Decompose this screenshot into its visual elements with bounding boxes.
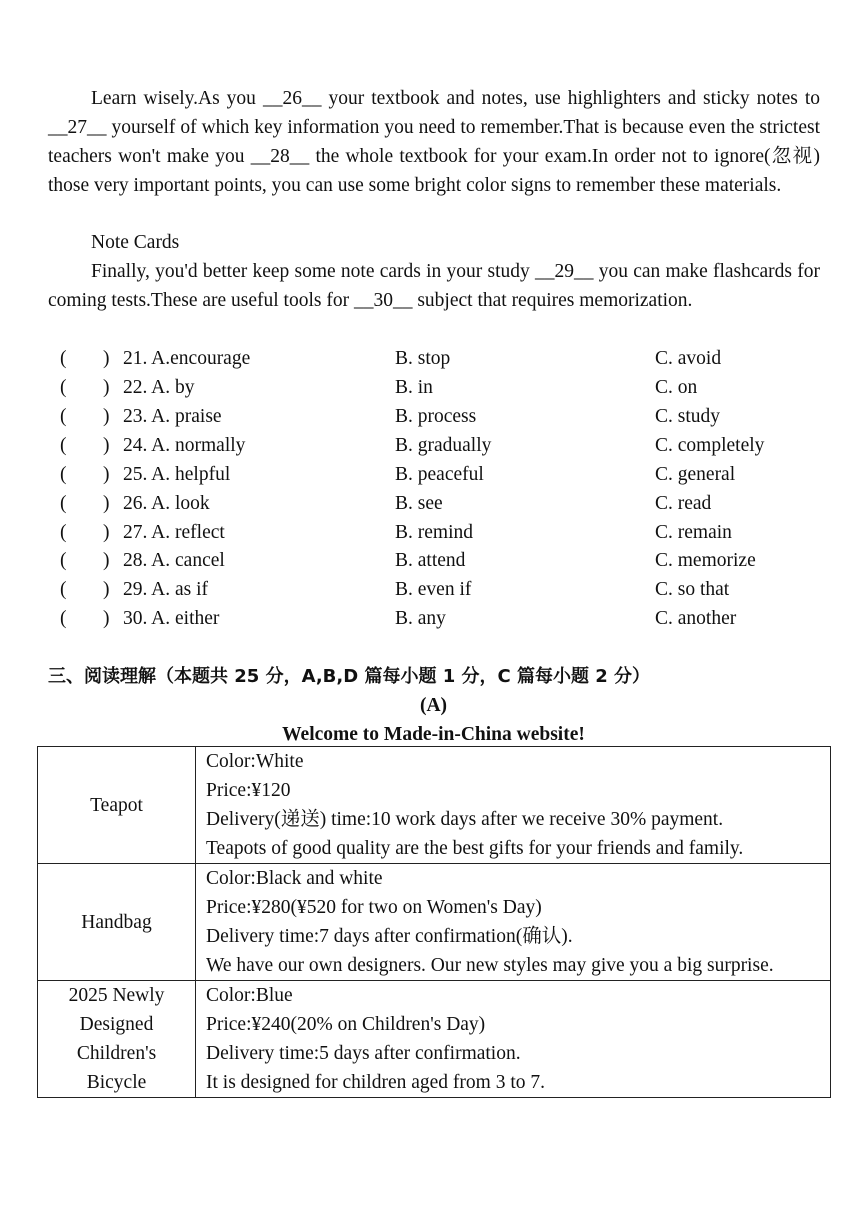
option-a: 23. A. praise — [123, 406, 222, 427]
product-name-line: Designed — [79, 1014, 154, 1035]
option-c: C. avoid — [655, 348, 722, 369]
option-c: C. read — [655, 493, 712, 514]
product-name-line: Bicycle — [86, 1072, 147, 1093]
option-b: B. any — [395, 608, 446, 629]
table-row — [38, 747, 831, 864]
product-color: Color:White — [206, 751, 304, 772]
product-delivery: Delivery time:7 days after confirmation(确认). — [206, 926, 573, 947]
product-price: Price:¥120 — [206, 780, 291, 801]
option-a: 22. A. by — [123, 377, 195, 398]
answer-paren-close: ) — [103, 522, 110, 543]
answer-paren-open: ( — [60, 493, 67, 514]
option-b: B. even if — [395, 579, 472, 600]
product-name-teapot: Teapot — [38, 747, 196, 864]
answer-paren-close: ) — [103, 608, 110, 629]
product-table — [37, 746, 831, 1098]
option-b: B. process — [395, 406, 477, 427]
answer-paren-close: ) — [103, 579, 110, 600]
product-details — [196, 981, 831, 1098]
section-heading-reading: 三、阅读理解（本题共 25 分，A,B,D 篇每小题 1 分，C 篇每小题 2 分） — [48, 666, 651, 687]
option-a: 29. A. as if — [123, 579, 209, 600]
answer-paren-open: ( — [60, 550, 67, 571]
option-a: 27. A. reflect — [123, 522, 225, 543]
option-a: 24. A. normally — [123, 435, 246, 456]
answer-paren-open: ( — [60, 608, 67, 629]
answer-paren-open: ( — [60, 579, 67, 600]
option-c: C. on — [655, 377, 698, 398]
question-row-21[interactable] — [48, 344, 828, 373]
option-b: B. remind — [395, 522, 473, 543]
answer-paren-close: ) — [103, 377, 110, 398]
passage-paragraph-learn-wisely: Learn wisely.As you __26__ your textbook and notes, use highlighters and sticky notes to __27__ yourself of which key information you need to remember.That is because even the strictest teachers won't make you __28__ the whole textbook for your exam.In order not to ignore(忽视) those very important points, you can use some bright color signs to remember these materials. — [48, 88, 820, 196]
option-a: 26. A. look — [123, 493, 210, 514]
subheading-note-cards: Note Cards — [91, 232, 180, 253]
option-a: 25. A. helpful — [123, 464, 231, 485]
question-row-25[interactable] — [48, 460, 828, 489]
question-row-23[interactable] — [48, 402, 828, 431]
product-delivery: Delivery(递送) time:10 work days after we receive 30% payment. — [206, 809, 724, 830]
product-color: Color:Black and white — [206, 868, 383, 889]
option-c: C. memorize — [655, 550, 756, 571]
question-row-22[interactable] — [48, 373, 828, 402]
product-name-bicycle — [38, 981, 196, 1098]
answer-paren-close: ) — [103, 435, 110, 456]
question-row-29[interactable] — [48, 575, 828, 604]
product-details — [196, 864, 831, 981]
option-c: C. another — [655, 608, 737, 629]
answer-paren-close: ) — [103, 406, 110, 427]
question-row-30[interactable] — [48, 604, 828, 633]
table-row — [38, 864, 831, 981]
option-a: 21. A.encourage — [123, 348, 251, 369]
option-b: B. peaceful — [395, 464, 484, 485]
product-name-handbag: Handbag — [38, 864, 196, 981]
product-delivery: Delivery time:5 days after confirmation. — [206, 1043, 521, 1064]
answer-paren-open: ( — [60, 406, 67, 427]
option-a: 30. A. either — [123, 608, 220, 629]
answer-paren-close: ) — [103, 550, 110, 571]
option-c: C. so that — [655, 579, 730, 600]
answer-paren-open: ( — [60, 377, 67, 398]
question-row-24[interactable] — [48, 431, 828, 460]
product-description: We have our own designers. Our new styles may give you a big surprise. — [206, 955, 774, 976]
product-details — [196, 747, 831, 864]
option-b: B. attend — [395, 550, 466, 571]
passage-paragraph-finally: Finally, you'd better keep some note cards in your study __29__ you can make flashcards for coming tests.These are useful tools for __30__ subject that requires memorization. — [48, 261, 820, 311]
option-c: C. study — [655, 406, 721, 427]
product-price: Price:¥280(¥520 for two on Women's Day) — [206, 897, 542, 918]
question-row-26[interactable] — [48, 489, 828, 518]
answer-paren-close: ) — [103, 464, 110, 485]
option-a: 28. A. cancel — [123, 550, 225, 571]
website-title: Welcome to Made-in-China website! — [282, 724, 585, 745]
product-description: Teapots of good quality are the best gifts for your friends and family. — [206, 838, 744, 859]
option-b: B. see — [395, 493, 443, 514]
answer-paren-open: ( — [60, 435, 67, 456]
option-b: B. in — [395, 377, 433, 398]
question-row-27[interactable] — [48, 518, 828, 547]
product-name-line: Children's — [76, 1043, 157, 1064]
product-price: Price:¥240(20% on Children's Day) — [206, 1014, 486, 1035]
option-c: C. remain — [655, 522, 732, 543]
answer-paren-open: ( — [60, 464, 67, 485]
passage-label: (A) — [419, 695, 448, 716]
product-color: Color:Blue — [206, 985, 293, 1006]
product-description: It is designed for children aged from 3 to 7. — [206, 1072, 545, 1093]
question-row-28[interactable] — [48, 546, 828, 575]
table-row — [38, 981, 831, 1098]
option-c: C. completely — [655, 435, 765, 456]
answer-paren-open: ( — [60, 348, 67, 369]
option-c: C. general — [655, 464, 736, 485]
answer-paren-open: ( — [60, 522, 67, 543]
option-b: B. stop — [395, 348, 451, 369]
answer-paren-close: ) — [103, 493, 110, 514]
answer-paren-close: ) — [103, 348, 110, 369]
product-name-line: 2025 Newly — [68, 985, 165, 1006]
option-b: B. gradually — [395, 435, 492, 456]
